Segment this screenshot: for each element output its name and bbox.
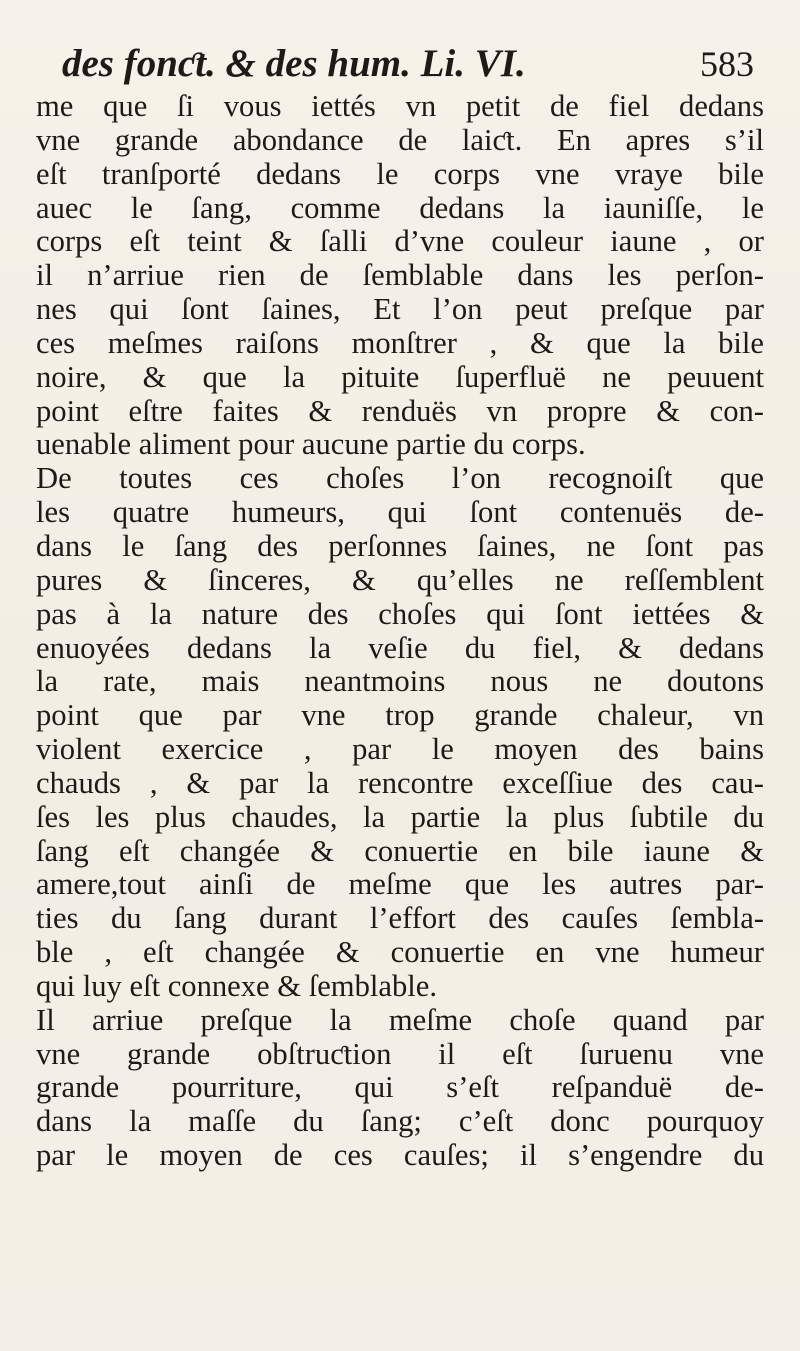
text-line: Il arriue preſque la meſme choſe quand par: [36, 1002, 764, 1037]
text-line: auec le ſang, comme dedans la iauniſſe, le: [36, 190, 764, 225]
text-line: vne grande obſtruƈtion il eſt ſuruenu vne: [36, 1036, 764, 1071]
text-line: nes qui ſont ſaines, Et l’on peut preſque par: [36, 292, 764, 327]
text-line: dans la maſſe du ſang; c’eſt donc pourquoy: [36, 1104, 764, 1139]
text-line: ſes les plus chaudes, la partie la plus ſubtile du: [36, 799, 764, 834]
text-line: il n’arriue rien de ſemblable dans les perſon-: [36, 258, 764, 293]
text-line: vne grande abondance de laiƈt. En apres s’il: [36, 122, 764, 157]
running-header: [62, 38, 762, 90]
text-line: corps eſt teint & ſalli d’vne couleur iaune , or: [36, 224, 764, 259]
text-line: pures & ſinceres, & qu’elles ne reſſemblent: [36, 562, 764, 597]
text-line: ties du ſang durant l’effort des cauſes ſembla-: [36, 901, 764, 936]
text-line: par le moyen de ces cauſes; il s’engendre du: [36, 1138, 764, 1173]
text-line: ſang eſt changée & conuertie en bile iaune &: [36, 833, 764, 868]
text-line: eſt tranſporté dedans le corps vne vraye bile: [36, 156, 764, 191]
text-line: chauds , & par la rencontre exceſſiue des cau-: [36, 765, 764, 800]
text-line: enuoyées dedans la veſie du fiel, & dedans: [36, 630, 764, 665]
text-line: point que par vne trop grande chaleur, vn: [36, 698, 764, 733]
text-line: ces meſmes raiſons monſtrer , & que la bile: [36, 325, 764, 360]
text-line: amere,tout ainſi de meſme que les autres par-: [36, 867, 764, 902]
text-line: les quatre humeurs, qui ſont contenuës de-: [36, 495, 764, 530]
text-line: De toutes ces choſes l’on recognoiſt que: [36, 461, 764, 496]
text-line: me que ſi vous iettés vn petit de fiel dedans: [36, 89, 764, 123]
text-line: la rate, mais neantmoins nous ne doutons: [36, 664, 764, 699]
text-line: point eſtre faites & renduës vn propre & con-: [36, 393, 764, 428]
text-line: pas à la nature des choſes qui ſont iettées &: [36, 596, 764, 631]
text-line: uenable aliment pour aucune partie du corps.: [36, 427, 586, 462]
text-line: violent exercice , par le moyen des bains: [36, 732, 764, 767]
page-number: 583: [700, 44, 754, 84]
text-line: grande pourriture, qui s’eſt reſpanduë de-: [36, 1070, 764, 1105]
running-title: des fonƈt. & des hum. Li. VI.: [62, 42, 526, 85]
text-line: qui luy eſt connexe & ſemblable.: [36, 968, 438, 1003]
text-line: ble , eſt changée & conuertie en vne humeur: [36, 935, 764, 970]
text-line: noire, & que la pituite ſuperfluë ne peuuent: [36, 359, 764, 394]
text-body: [36, 90, 764, 1173]
text-line: dans le ſang des perſonnes ſaines, ne ſont pas: [36, 528, 764, 563]
